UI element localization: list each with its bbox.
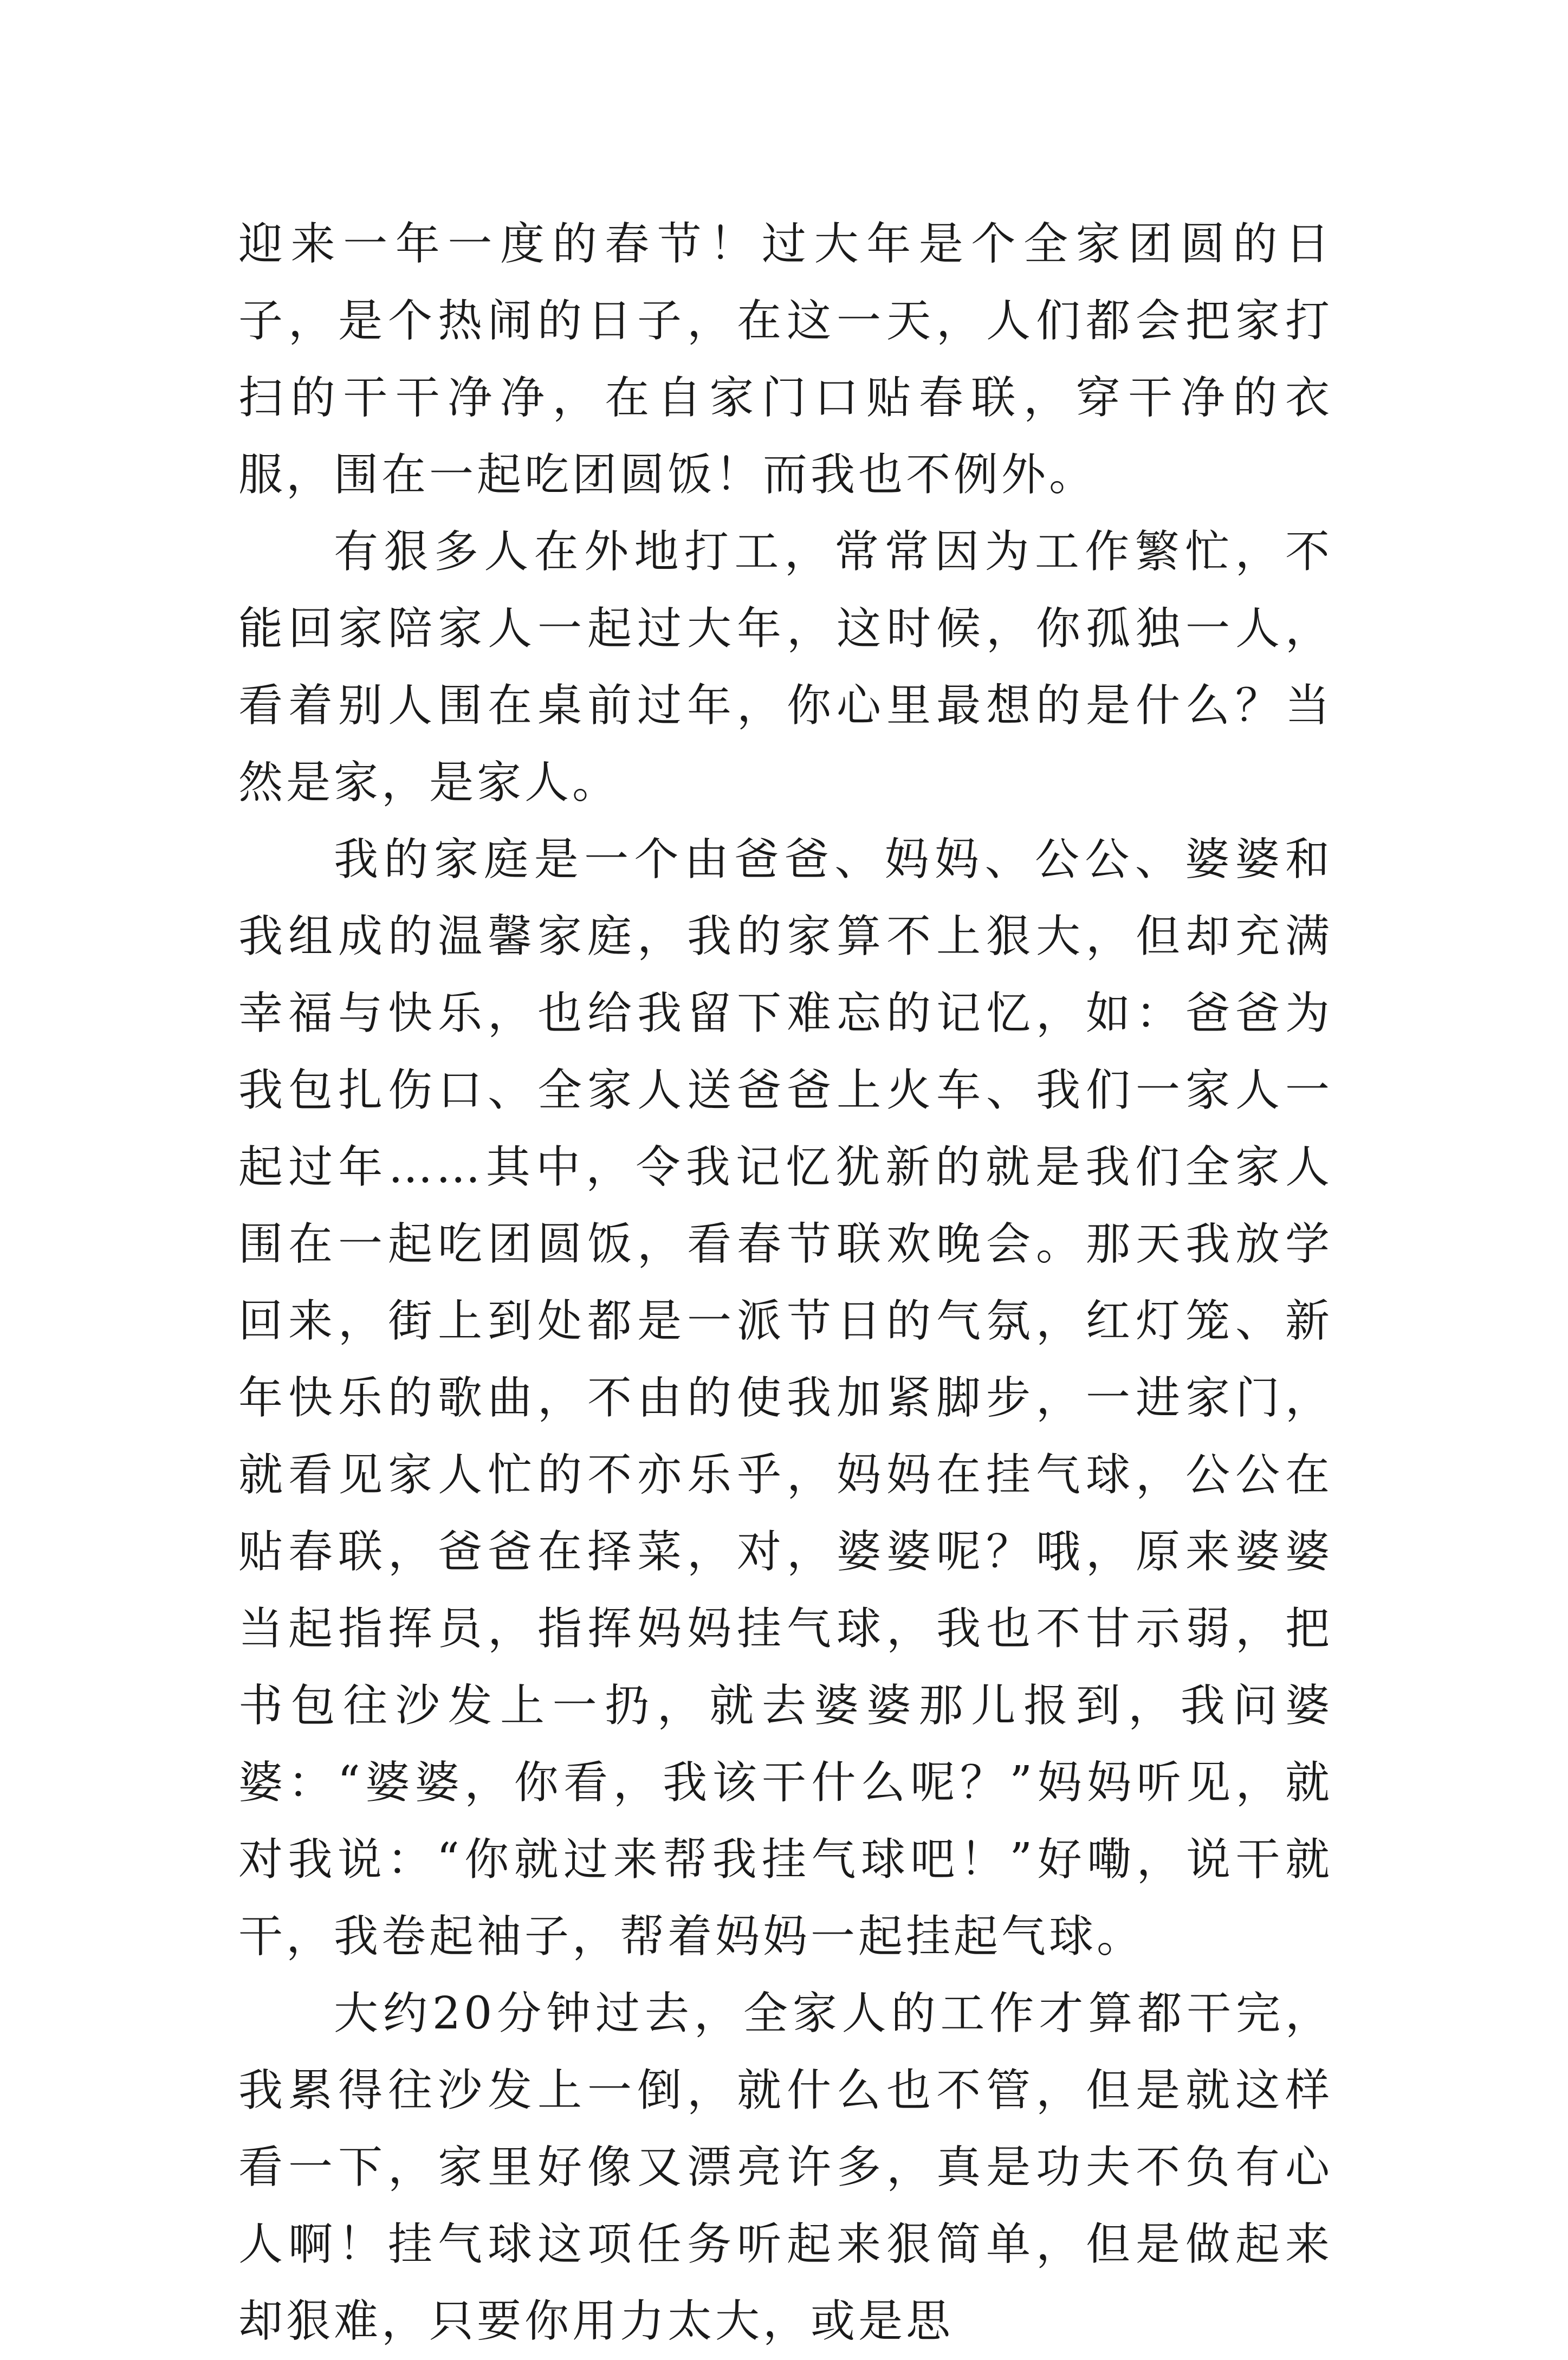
paragraph: 有狠多人在外地打工，常常因为工作繁忙，不能回家陪家人一起过大年，这时候，你孤独一人，看着别人围在桌前过年，你心里最想的是什么？当然是家，是家人。 bbox=[238, 526, 1333, 808]
essay-body bbox=[238, 206, 1333, 2360]
paragraph: 迎来一年一度的春节！过大年是个全家团圆的日子，是个热闹的日子，在这一天，人们都会把家打扫的干干净净，在自家门口贴春联，穿干净的衣服，围在一起吃团圆饭！而我也不例外。 bbox=[238, 218, 1333, 501]
paragraph: 大约20分钟过去，全家人的工作才算都干完，我累得往沙发上一倒，就什么也不管，但是就这样看一下，家里好像又漂亮许多，真是功夫不负有心人啊！挂气球这项任务听起来狠简单，但是做起来却狠难，只要你用力太大，或是思 bbox=[238, 1988, 1333, 2347]
paragraph: 我的家庭是一个由爸爸、妈妈、公公、婆婆和我组成的温馨家庭，我的家算不上狠大，但却充满幸福与快乐，也给我留下难忘的记忆，如：爸爸为我包扎伤口、全家人送爸爸上火车、我们一家人一起过年……其中，令我记忆犹新的就是我们全家人围在一起吃团圆饭，看春节联欢晚会。那天我放学回来，街上到处都是一派节日的气氛，红灯笼、新年快乐的歌曲，不由的使我加紧脚步，一进家门，就看见家人忙的不亦乐乎，妈妈在挂气球，公公在贴春联，爸爸在择菜，对，婆婆呢？哦，原来婆婆当起指挥员，指挥妈妈挂气球，我也不甘示弱，把书包往沙发上一扔，就去婆婆那儿报到，我问婆婆：“婆婆，你看，我该干什么呢？”妈妈听见，就对我说：“你就过来帮我挂气球吧！”好嘞，说干就干，我卷起袖子，帮着妈妈一起挂起气球。 bbox=[238, 834, 1333, 1962]
